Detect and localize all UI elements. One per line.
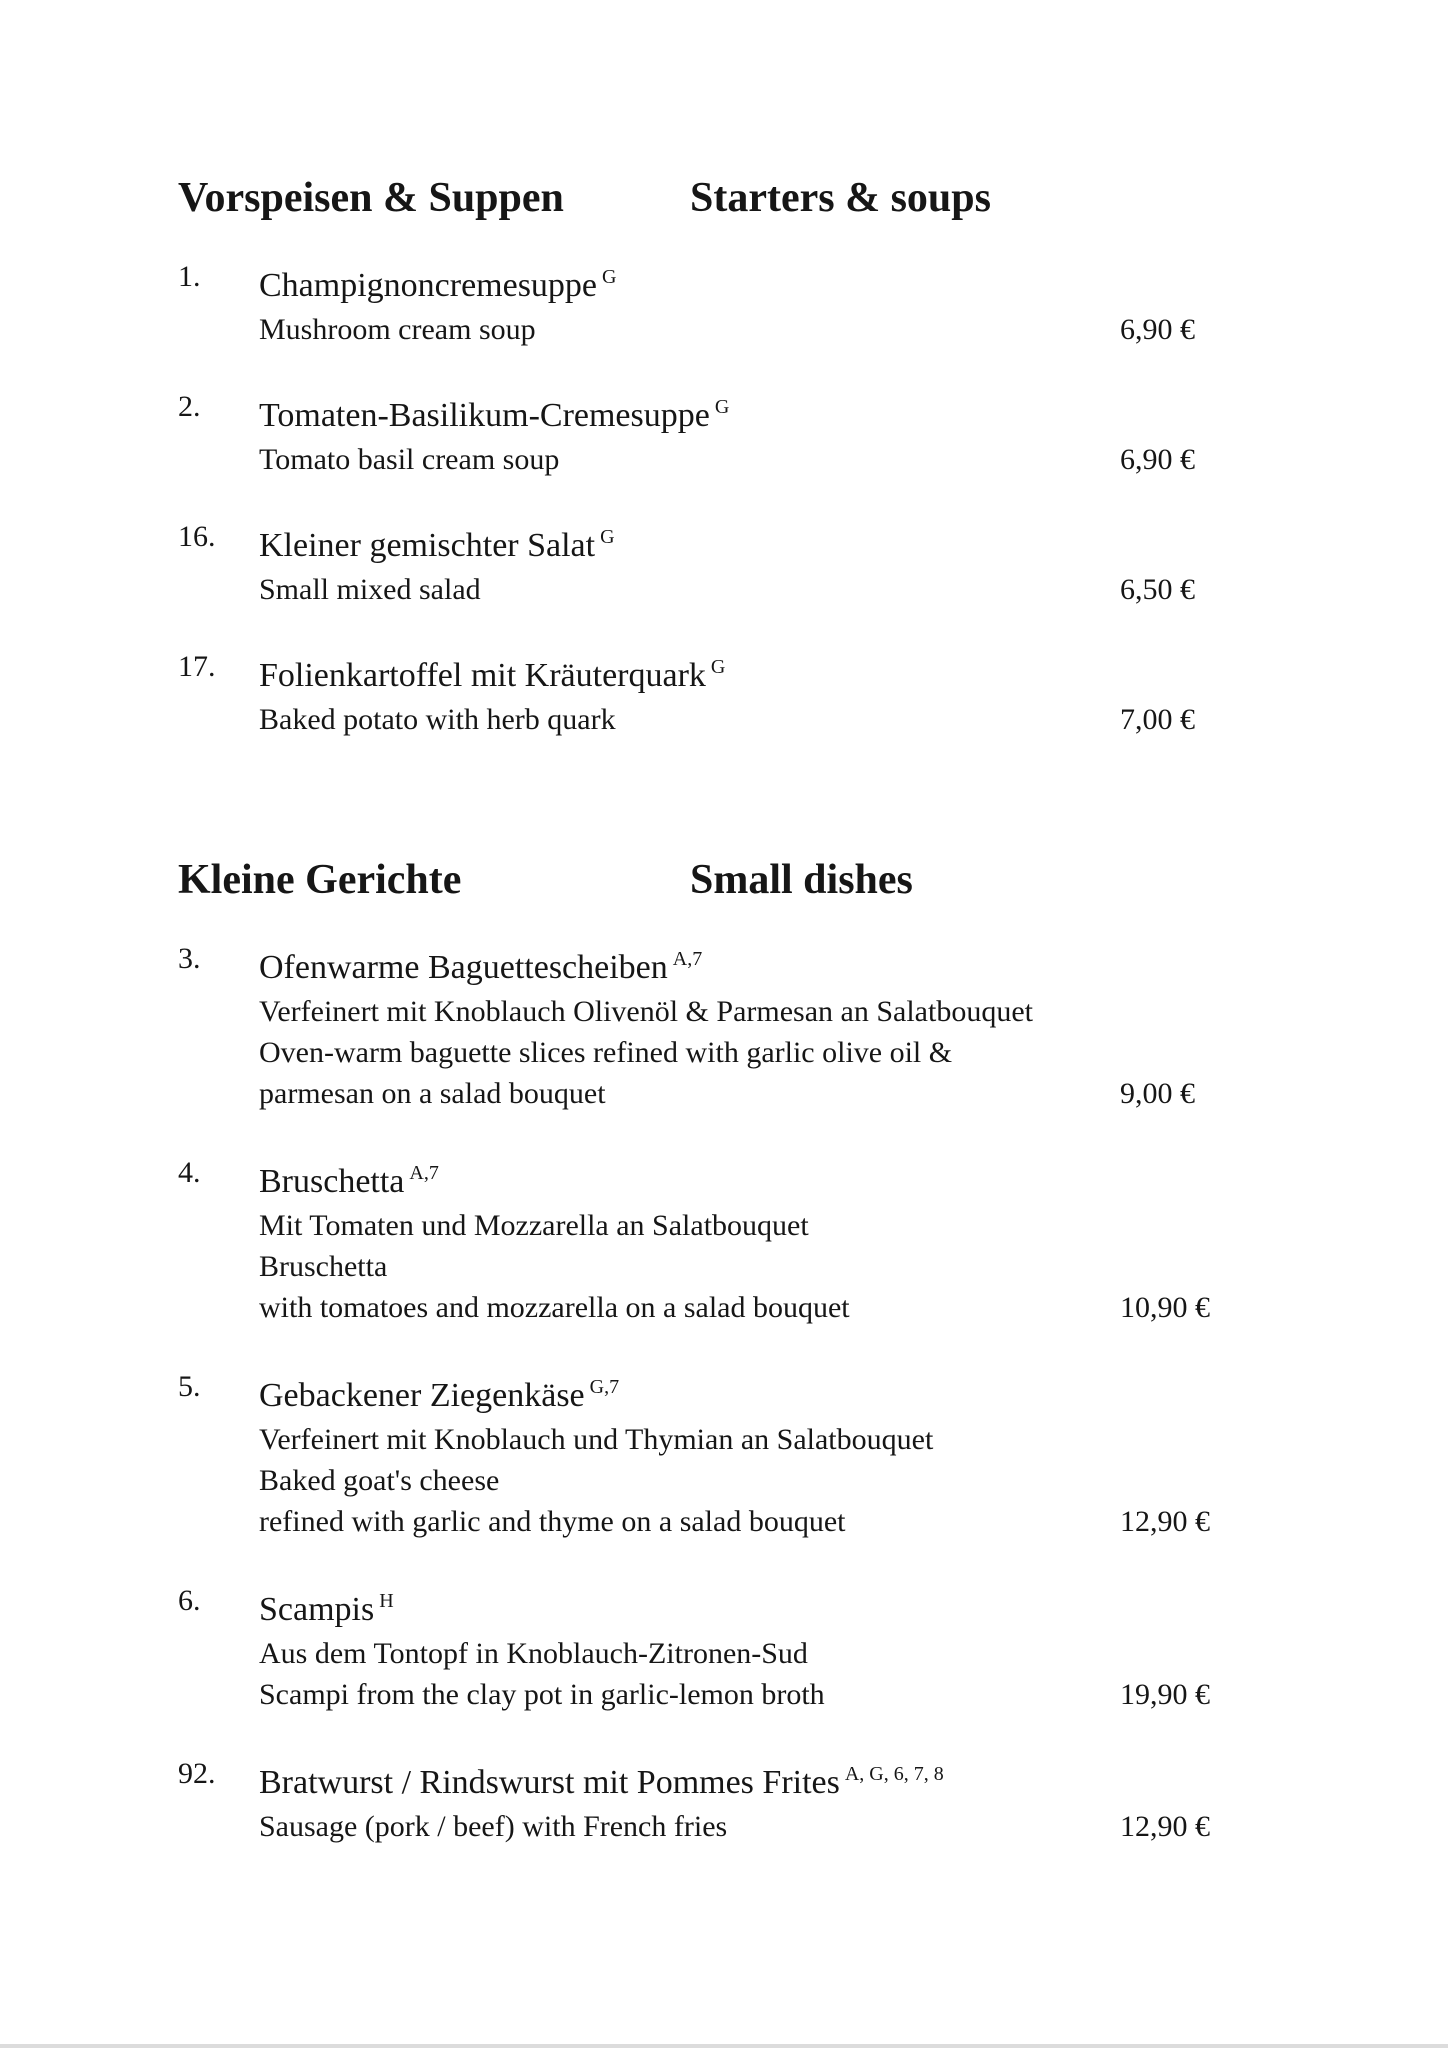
menu-item-5 [178, 1364, 1240, 1542]
allergen-superscript: A,7 [672, 948, 703, 970]
item-body [259, 514, 1120, 610]
dish-name-line [259, 1578, 1120, 1633]
dish-description-line: Mushroom cream soup [259, 313, 536, 346]
item-number: 92. [178, 1757, 216, 1790]
menu-item-2 [178, 384, 1240, 480]
item-price: 6,50 € [1120, 573, 1195, 606]
menu-item-92 [178, 1751, 1240, 1847]
dish-description-line: Verfeinert mit Knoblauch und Thymian an Salatbouquet [259, 1423, 934, 1456]
dish-description-line: Oven-warm baguette slices refined with garlic olive oil & [259, 1036, 953, 1069]
item-number: 5. [178, 1370, 201, 1403]
dish-description-line: Baked potato with herb quark [259, 703, 616, 736]
section-heading-german: Vorspeisen & Suppen [178, 175, 564, 221]
item-number: 17. [178, 650, 216, 683]
item-body [259, 936, 1120, 1114]
item-price: 10,90 € [1120, 1291, 1210, 1324]
allergen-superscript: G [602, 266, 617, 288]
menu-item-16 [178, 514, 1240, 610]
dish-description-line: parmesan on a salad bouquet [259, 1077, 606, 1110]
allergen-superscript: G [714, 396, 730, 418]
dish-name-german: Tomaten-Basilikum-Cremesuppe [259, 397, 710, 434]
allergen-superscript: G [710, 656, 726, 678]
item-price: 9,00 € [1120, 1077, 1195, 1110]
dish-description-line: Sausage (pork / beef) with French fries [259, 1810, 728, 1843]
item-body [259, 1364, 1120, 1542]
section-heading-english: Starters & soups [690, 175, 991, 221]
dish-name-line [259, 384, 1120, 439]
section-heading-german: Kleine Gerichte [178, 857, 462, 903]
menu-item-17 [178, 644, 1240, 740]
dish-name-line [259, 1751, 1120, 1806]
allergen-superscript: G [600, 526, 615, 548]
dish-description-line: with tomatoes and mozzarella on a salad bouquet [259, 1291, 850, 1324]
dish-name-line [259, 254, 1120, 309]
dish-name-german: Kleiner gemischter Salat [259, 527, 596, 564]
menu-item-1 [178, 254, 1240, 350]
item-price: 6,90 € [1120, 443, 1195, 476]
section-heading-row [178, 170, 1240, 226]
item-price: 12,90 € [1120, 1810, 1210, 1843]
dish-name-line [259, 1364, 1120, 1419]
item-body [259, 1150, 1120, 1328]
dish-name-line [259, 644, 1120, 699]
menu-content [178, 170, 1240, 1883]
allergen-superscript: H [379, 1590, 394, 1612]
dish-description-line: Aus dem Tontopf in Knoblauch-Zitronen-Sud [259, 1637, 808, 1670]
dish-description-line: Tomato basil cream soup [259, 443, 560, 476]
dish-name-line [259, 936, 1120, 991]
dish-description-line: Mit Tomaten und Mozzarella an Salatbouquet [259, 1209, 809, 1242]
dish-name-german: Scampis [259, 1591, 375, 1628]
item-number: 16. [178, 520, 216, 553]
dish-name-german: Bruschetta [259, 1163, 405, 1200]
section-heading-english: Small dishes [690, 857, 913, 903]
dish-description-line: refined with garlic and thyme on a salad bouquet [259, 1505, 846, 1538]
menu-item-6 [178, 1578, 1240, 1715]
item-body [259, 254, 1120, 350]
section-heading-row [178, 852, 1240, 908]
dish-description-line: Baked goat's cheese [259, 1464, 500, 1497]
item-number: 1. [178, 260, 201, 293]
allergen-superscript: A, G, 6, 7, 8 [844, 1763, 944, 1785]
dish-description-line: Scampi from the clay pot in garlic-lemon broth [259, 1678, 825, 1711]
item-body [259, 1751, 1120, 1847]
item-price: 7,00 € [1120, 703, 1195, 736]
allergen-superscript: A,7 [409, 1162, 439, 1184]
item-number: 3. [178, 942, 201, 975]
dish-name-german: Gebackener Ziegenkäse [259, 1377, 585, 1414]
item-body [259, 644, 1120, 740]
dish-name-german: Ofenwarme Baguettescheiben [259, 949, 668, 986]
item-body [259, 384, 1120, 480]
item-body [259, 1578, 1120, 1715]
item-number: 6. [178, 1584, 201, 1617]
item-price: 12,90 € [1120, 1505, 1210, 1538]
item-number: 4. [178, 1156, 201, 1189]
dish-name-german: Champignoncremesuppe [259, 267, 598, 304]
dish-description-line: Bruschetta [259, 1250, 388, 1283]
section-starters-soups [178, 170, 1240, 740]
item-price: 19,90 € [1120, 1678, 1210, 1711]
menu-item-3 [178, 936, 1240, 1114]
item-number: 2. [178, 390, 201, 423]
item-price: 6,90 € [1120, 313, 1195, 346]
dish-description-line: Verfeinert mit Knoblauch Olivenöl & Parmesan an Salatbouquet [259, 995, 1033, 1028]
dish-name-line [259, 514, 1120, 569]
dish-name-german: Bratwurst / Rindswurst mit Pommes Frites [259, 1764, 840, 1801]
dish-name-line [259, 1150, 1120, 1205]
allergen-superscript: G,7 [589, 1376, 620, 1398]
scan-bottom-edge [0, 2044, 1448, 2048]
dish-name-german: Folienkartoffel mit Kräuterquark [259, 657, 706, 694]
menu-item-4 [178, 1150, 1240, 1328]
section-small-dishes [178, 852, 1240, 1847]
dish-description-line: Small mixed salad [259, 573, 481, 606]
